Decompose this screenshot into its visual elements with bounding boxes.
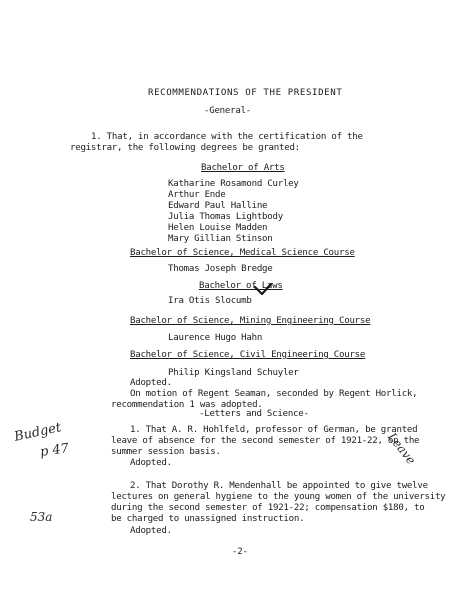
ls-item-2-line-1: 2. That Dorothy R. Mendenhall be appointed to give twelve — [130, 481, 428, 491]
graduate-name: Julia Thomas Lightbody — [168, 212, 283, 222]
handwritten-page-ref-note: p 47 — [39, 441, 70, 460]
check-mark-icon — [253, 282, 273, 296]
adopted-text: Adopted. — [130, 378, 172, 388]
graduate-name: Katharine Rosamond Curley — [168, 179, 299, 189]
adopted-text: Adopted. — [130, 526, 172, 536]
degree-heading-mining-engineering: Bachelor of Science, Mining Engineering Course — [130, 316, 371, 326]
section-heading-general: -General- — [204, 106, 252, 116]
handwritten-budget-note: Budget — [12, 420, 63, 445]
graduate-name: Edward Paul Halline — [168, 201, 268, 211]
handwritten-leave-note: Leave — [384, 430, 419, 468]
item-1-line-1: 1. That, in accordance with the certification of the — [91, 132, 363, 142]
degree-heading-arts: Bachelor of Arts — [201, 163, 285, 173]
degree-heading-laws: Bachelor of Laws — [199, 281, 283, 291]
adopted-text: Adopted. — [130, 458, 172, 468]
page-number: -2- — [232, 547, 248, 557]
motion-line-2: recommendation 1 was adopted. — [111, 400, 263, 410]
graduate-name: Philip Kingsland Schuyler — [168, 368, 299, 378]
ls-item-1-line-2: leave of absence for the second semester of 1921-22, on the — [111, 436, 420, 446]
graduate-name: Helen Louise Madden — [168, 223, 268, 233]
ls-item-2-line-4: be charged to unassigned instruction. — [111, 514, 305, 524]
graduate-name: Ira Otis Slocumb — [168, 296, 252, 306]
ls-item-2-line-2: lectures on general hygiene to the young women of the university — [111, 492, 446, 502]
graduate-name: Laurence Hugo Hahn — [168, 333, 263, 343]
degree-heading-civil-engineering: Bachelor of Science, Civil Engineering Course — [130, 350, 366, 360]
degree-heading-medical-science: Bachelor of Science, Medical Science Course — [130, 248, 355, 258]
ls-item-1-line-3: summer session basis. — [111, 447, 221, 457]
graduate-name: Thomas Joseph Bredge — [168, 264, 273, 274]
item-1-line-2: registrar, the following degrees be granted: — [70, 143, 300, 153]
motion-line-1: On motion of Regent Seaman, seconded by Regent Horlick, — [130, 389, 418, 399]
ls-item-1-line-1: 1. That A. R. Hohlfeld, professor of German, be granted — [130, 425, 418, 435]
section-heading-letters-science: -Letters and Science- — [199, 409, 309, 419]
handwritten-margin-note: 53a — [30, 510, 53, 524]
graduate-name: Arthur Ende — [168, 190, 226, 200]
ls-item-2-line-3: during the second semester of 1921-22; compensation $180, to — [111, 503, 425, 513]
page-title: RECOMMENDATIONS OF THE PRESIDENT — [148, 88, 343, 98]
graduate-name: Mary Gillian Stinson — [168, 234, 273, 244]
